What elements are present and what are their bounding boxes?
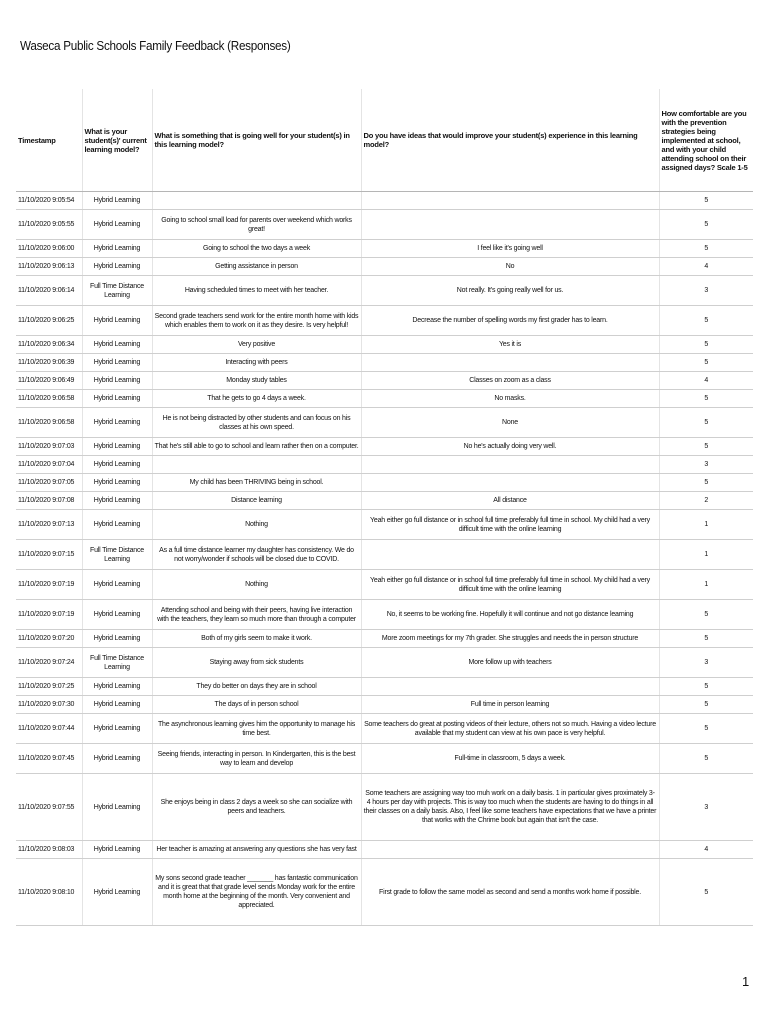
cell-going-well: Very positive	[152, 336, 361, 354]
cell-comfort-scale: 5	[659, 240, 753, 258]
table-row	[16, 306, 753, 336]
cell-ideas: I feel like it's going well	[361, 240, 659, 258]
cell-timestamp: 11/10/2020 9:07:20	[16, 630, 82, 648]
table-row	[16, 492, 753, 510]
cell-learning-model: Hybrid Learning	[82, 492, 152, 510]
cell-learning-model: Full Time Distance Learning	[82, 540, 152, 570]
cell-comfort-scale: 4	[659, 258, 753, 276]
cell-going-well: My sons second grade teacher _______ has fantastic communication and it is great that that grade level sends Monday work for the entire month home at the beginning of the month. Very convenient and appreciated.	[152, 859, 361, 926]
cell-learning-model: Full Time Distance Learning	[82, 648, 152, 678]
cell-ideas: Classes on zoom as a class	[361, 372, 659, 390]
cell-going-well: That he's still able to go to school and learn rather then on a computer.	[152, 438, 361, 456]
cell-comfort-scale: 3	[659, 276, 753, 306]
cell-comfort-scale: 5	[659, 714, 753, 744]
table-row	[16, 841, 753, 859]
cell-going-well: Staying away from sick students	[152, 648, 361, 678]
table-row	[16, 774, 753, 841]
cell-going-well: Getting assistance in person	[152, 258, 361, 276]
cell-learning-model: Hybrid Learning	[82, 696, 152, 714]
cell-timestamp: 11/10/2020 9:08:03	[16, 841, 82, 859]
cell-learning-model: Hybrid Learning	[82, 336, 152, 354]
cell-ideas: Yeah either go full distance or in school full time preferably full time in school. My child had a very difficult time with the online learning	[361, 510, 659, 540]
cell-going-well: That he gets to go 4 days a week.	[152, 390, 361, 408]
table-row	[16, 240, 753, 258]
cell-going-well: Interacting with peers	[152, 354, 361, 372]
table-header	[16, 89, 753, 192]
table-row	[16, 540, 753, 570]
cell-ideas: No	[361, 258, 659, 276]
cell-timestamp: 11/10/2020 9:06:58	[16, 390, 82, 408]
cell-learning-model: Hybrid Learning	[82, 859, 152, 926]
cell-timestamp: 11/10/2020 9:06:25	[16, 306, 82, 336]
cell-timestamp: 11/10/2020 9:05:54	[16, 192, 82, 210]
cell-going-well: Attending school and being with their peers, having live interaction with the teachers, they learn so much more than through a computer	[152, 600, 361, 630]
cell-ideas: More zoom meetings for my 7th grader. She struggles and needs the in person structure	[361, 630, 659, 648]
cell-going-well: Second grade teachers send work for the entire month home with kids which enables them to work on it as they desire. Is very helpful!	[152, 306, 361, 336]
cell-learning-model: Hybrid Learning	[82, 438, 152, 456]
table-row	[16, 714, 753, 744]
cell-ideas	[361, 540, 659, 570]
header-learning-model: What is your student(s)' current learning model?	[82, 89, 152, 192]
cell-timestamp: 11/10/2020 9:07:19	[16, 570, 82, 600]
cell-timestamp: 11/10/2020 9:07:13	[16, 510, 82, 540]
header-timestamp: Timestamp	[16, 89, 82, 192]
cell-comfort-scale: 5	[659, 210, 753, 240]
cell-learning-model: Hybrid Learning	[82, 258, 152, 276]
cell-ideas: No he's actually doing very well.	[361, 438, 659, 456]
cell-ideas: No masks.	[361, 390, 659, 408]
table-row	[16, 354, 753, 372]
table-row	[16, 630, 753, 648]
table-row	[16, 192, 753, 210]
cell-timestamp: 11/10/2020 9:07:24	[16, 648, 82, 678]
cell-comfort-scale: 5	[659, 354, 753, 372]
responses-table	[16, 89, 753, 926]
cell-ideas: None	[361, 408, 659, 438]
cell-going-well: Monday study tables	[152, 372, 361, 390]
cell-going-well: They do better on days they are in school	[152, 678, 361, 696]
cell-ideas: Yeah either go full distance or in school full time preferably full time in school. My child had a very difficult time with the online learning	[361, 570, 659, 600]
cell-learning-model: Hybrid Learning	[82, 774, 152, 841]
cell-ideas	[361, 210, 659, 240]
cell-learning-model: Hybrid Learning	[82, 714, 152, 744]
header-ideas: Do you have ideas that would improve your student(s) experience in this learning model?	[361, 89, 659, 192]
table-row	[16, 678, 753, 696]
table-row	[16, 474, 753, 492]
cell-going-well: The asynchronous learning gives him the opportunity to manage his time best.	[152, 714, 361, 744]
cell-learning-model: Hybrid Learning	[82, 456, 152, 474]
cell-comfort-scale: 3	[659, 648, 753, 678]
cell-going-well: Both of my girls seem to make it work.	[152, 630, 361, 648]
cell-timestamp: 11/10/2020 9:07:19	[16, 600, 82, 630]
cell-timestamp: 11/10/2020 9:07:45	[16, 744, 82, 774]
cell-learning-model: Hybrid Learning	[82, 630, 152, 648]
cell-timestamp: 11/10/2020 9:08:10	[16, 859, 82, 926]
cell-going-well: Going to school small load for parents over weekend which works great!	[152, 210, 361, 240]
cell-learning-model: Hybrid Learning	[82, 600, 152, 630]
table-row	[16, 648, 753, 678]
cell-learning-model: Hybrid Learning	[82, 192, 152, 210]
cell-comfort-scale: 1	[659, 540, 753, 570]
cell-comfort-scale: 5	[659, 696, 753, 714]
cell-comfort-scale: 1	[659, 570, 753, 600]
cell-comfort-scale: 5	[659, 336, 753, 354]
cell-timestamp: 11/10/2020 9:06:39	[16, 354, 82, 372]
cell-ideas: Full time in person learning	[361, 696, 659, 714]
cell-timestamp: 11/10/2020 9:07:25	[16, 678, 82, 696]
table-row	[16, 336, 753, 354]
cell-ideas	[361, 841, 659, 859]
cell-learning-model: Hybrid Learning	[82, 210, 152, 240]
cell-ideas: Not really. It's going really well for us.	[361, 276, 659, 306]
cell-going-well	[152, 192, 361, 210]
cell-learning-model: Hybrid Learning	[82, 408, 152, 438]
table-row	[16, 258, 753, 276]
cell-timestamp: 11/10/2020 9:05:55	[16, 210, 82, 240]
cell-going-well: Distance learning	[152, 492, 361, 510]
cell-comfort-scale: 3	[659, 456, 753, 474]
table-row	[16, 390, 753, 408]
header-row	[16, 89, 753, 192]
cell-timestamp: 11/10/2020 9:07:08	[16, 492, 82, 510]
cell-ideas	[361, 354, 659, 372]
cell-comfort-scale: 5	[659, 859, 753, 926]
cell-timestamp: 11/10/2020 9:06:34	[16, 336, 82, 354]
cell-learning-model: Hybrid Learning	[82, 372, 152, 390]
cell-timestamp: 11/10/2020 9:07:30	[16, 696, 82, 714]
cell-learning-model: Hybrid Learning	[82, 474, 152, 492]
header-going-well: What is something that is going well for your student(s) in this learning model?	[152, 89, 361, 192]
cell-comfort-scale: 4	[659, 372, 753, 390]
cell-comfort-scale: 5	[659, 474, 753, 492]
cell-timestamp: 11/10/2020 9:07:44	[16, 714, 82, 744]
cell-ideas	[361, 678, 659, 696]
cell-going-well: She enjoys being in class 2 days a week so she can socialize with peers and teachers.	[152, 774, 361, 841]
cell-ideas	[361, 192, 659, 210]
cell-comfort-scale: 5	[659, 630, 753, 648]
cell-learning-model: Full Time Distance Learning	[82, 276, 152, 306]
cell-comfort-scale: 5	[659, 390, 753, 408]
cell-going-well: He is not being distracted by other students and can focus on his classes at his own speed.	[152, 408, 361, 438]
cell-learning-model: Hybrid Learning	[82, 841, 152, 859]
cell-timestamp: 11/10/2020 9:06:00	[16, 240, 82, 258]
table-row	[16, 408, 753, 438]
cell-ideas: Some teachers are assigning way too muh work on a daily basis. 1 in particular gives proximately 3-4 hours per day with projects. This is way too much when the students are having to do things in all their classes on a daily basis. Also, I feel like some teachers have expectations that we have a printer that works with the Chrime book but again that isn't the case.	[361, 774, 659, 841]
cell-learning-model: Hybrid Learning	[82, 306, 152, 336]
cell-going-well: Having scheduled times to meet with her teacher.	[152, 276, 361, 306]
cell-comfort-scale: 5	[659, 192, 753, 210]
cell-comfort-scale: 2	[659, 492, 753, 510]
cell-ideas: Decrease the number of spelling words my first grader has to learn.	[361, 306, 659, 336]
page-number: 1	[742, 974, 750, 989]
cell-going-well: The days of in person school	[152, 696, 361, 714]
cell-learning-model: Hybrid Learning	[82, 570, 152, 600]
table-row	[16, 372, 753, 390]
table-row	[16, 744, 753, 774]
cell-going-well: Nothing	[152, 510, 361, 540]
cell-timestamp: 11/10/2020 9:07:55	[16, 774, 82, 841]
cell-going-well: As a full time distance learner my daughter has consistency. We do not worry/wonder if schools will be closed due to COVID.	[152, 540, 361, 570]
cell-ideas: All distance	[361, 492, 659, 510]
cell-timestamp: 11/10/2020 9:07:04	[16, 456, 82, 474]
cell-comfort-scale: 4	[659, 841, 753, 859]
cell-ideas: Yes it is	[361, 336, 659, 354]
cell-ideas: Some teachers do great at posting videos of their lecture, others not so much. Having a video lecture available that my student can view at his own pace is very helpful.	[361, 714, 659, 744]
cell-comfort-scale: 3	[659, 774, 753, 841]
cell-timestamp: 11/10/2020 9:06:13	[16, 258, 82, 276]
cell-learning-model: Hybrid Learning	[82, 354, 152, 372]
table-row	[16, 438, 753, 456]
cell-timestamp: 11/10/2020 9:07:05	[16, 474, 82, 492]
cell-going-well: Seeing friends, interacting in person. In Kindergarten, this is the best way to learn and develop	[152, 744, 361, 774]
table-row	[16, 696, 753, 714]
cell-comfort-scale: 5	[659, 678, 753, 696]
cell-going-well: Her teacher is amazing at answering any questions she has very fast	[152, 841, 361, 859]
table-row	[16, 210, 753, 240]
cell-comfort-scale: 5	[659, 744, 753, 774]
table-body	[16, 192, 753, 926]
cell-learning-model: Hybrid Learning	[82, 240, 152, 258]
cell-comfort-scale: 1	[659, 510, 753, 540]
cell-timestamp: 11/10/2020 9:06:14	[16, 276, 82, 306]
cell-ideas	[361, 456, 659, 474]
cell-ideas: No, it seems to be working fine. Hopefully it will continue and not go distance learning	[361, 600, 659, 630]
cell-ideas: More follow up with teachers	[361, 648, 659, 678]
cell-timestamp: 11/10/2020 9:07:03	[16, 438, 82, 456]
document-title: Waseca Public Schools Family Feedback (Responses)	[20, 38, 291, 53]
cell-ideas: Full-time in classroom, 5 days a week.	[361, 744, 659, 774]
cell-going-well: My child has been THRIVING being in school.	[152, 474, 361, 492]
cell-ideas	[361, 474, 659, 492]
cell-learning-model: Hybrid Learning	[82, 678, 152, 696]
table-row	[16, 859, 753, 926]
table-row	[16, 570, 753, 600]
cell-going-well: Nothing	[152, 570, 361, 600]
cell-ideas: First grade to follow the same model as second and send a months work home if possible.	[361, 859, 659, 926]
cell-comfort-scale: 5	[659, 600, 753, 630]
cell-comfort-scale: 5	[659, 408, 753, 438]
cell-timestamp: 11/10/2020 9:06:58	[16, 408, 82, 438]
cell-timestamp: 11/10/2020 9:07:15	[16, 540, 82, 570]
cell-learning-model: Hybrid Learning	[82, 510, 152, 540]
cell-comfort-scale: 5	[659, 306, 753, 336]
cell-going-well	[152, 456, 361, 474]
cell-going-well: Going to school the two days a week	[152, 240, 361, 258]
cell-timestamp: 11/10/2020 9:06:49	[16, 372, 82, 390]
table-row	[16, 276, 753, 306]
table-row	[16, 510, 753, 540]
table-row	[16, 456, 753, 474]
table-row	[16, 600, 753, 630]
cell-learning-model: Hybrid Learning	[82, 744, 152, 774]
cell-comfort-scale: 5	[659, 438, 753, 456]
header-comfort-scale: How comfortable are you with the prevention strategies being implemented at school, and with your child attending school on their assigned days? Scale 1-5	[659, 89, 753, 192]
cell-learning-model: Hybrid Learning	[82, 390, 152, 408]
